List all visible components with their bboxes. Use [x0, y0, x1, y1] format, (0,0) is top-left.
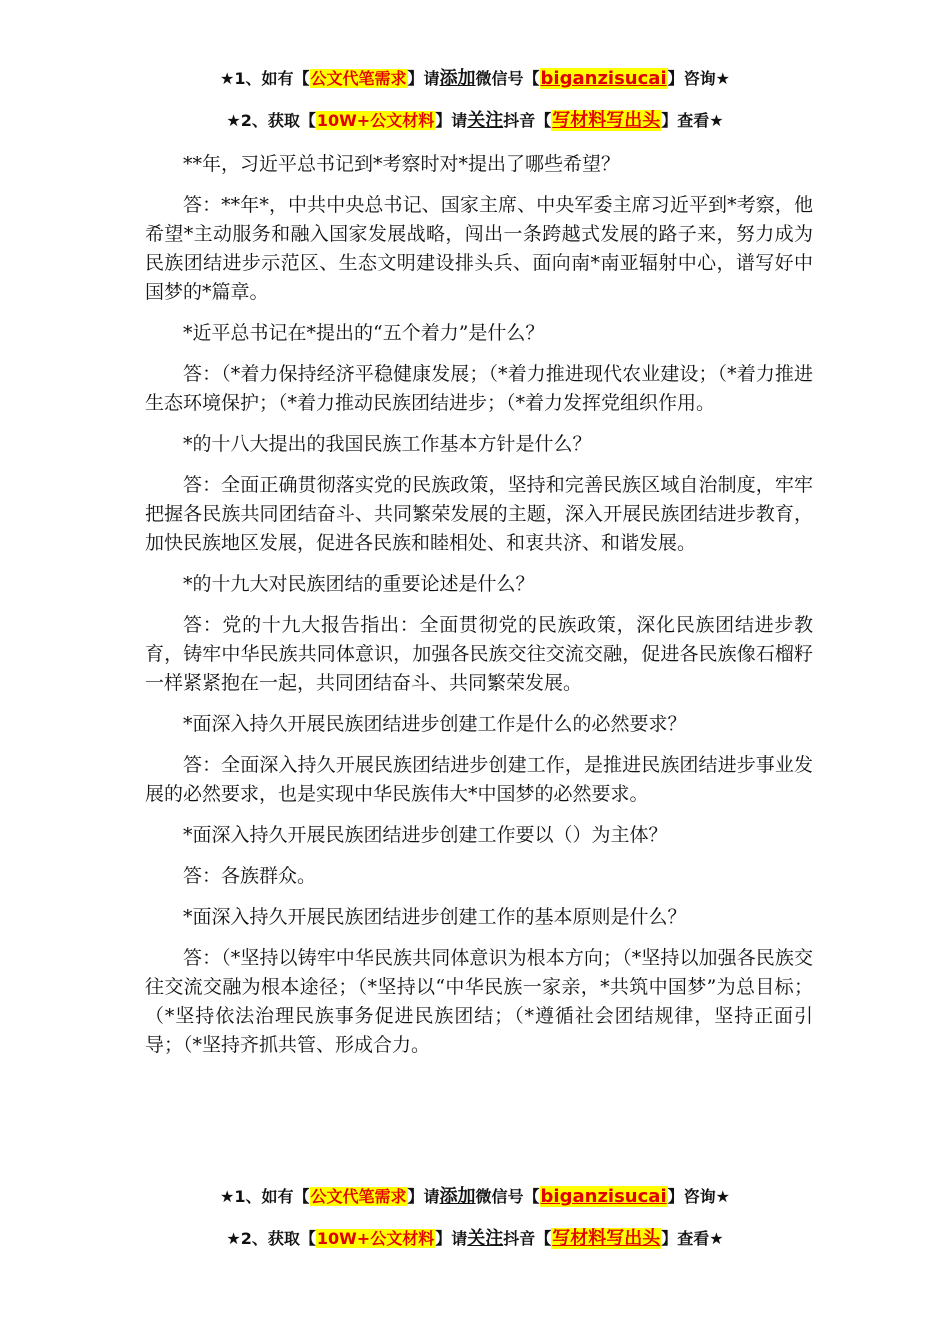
answer-3: 答：全面正确贯彻落实党的民族政策，坚持和完善民族区域自治制度，牢牢把握各民族共同团结奋斗、共同繁荣发展的主题，深入开展民族团结进步教育，加快民族地区发展，促进各民族和睦相处、和衷共济、和谐发展。 — [145, 474, 813, 554]
banner-highlight-wechat: biganzisucai — [540, 68, 667, 89]
banner-highlight: 公文代笔需求 — [310, 1187, 407, 1206]
banner-line-2-top — [0, 110, 950, 132]
banner-text: 抖音【 — [503, 111, 552, 130]
banner-text: 】请 — [407, 1187, 440, 1206]
question-2: *近平总书记在*提出的“五个着力”是什么？ — [183, 322, 545, 344]
banner-text: ★2、获取【 — [226, 111, 316, 130]
banner-text: 】请 — [435, 1229, 468, 1248]
banner-line-2-bottom — [0, 1228, 950, 1250]
banner-text: ★1、如有【 — [220, 69, 310, 88]
banner-line-1-bottom — [0, 1186, 950, 1208]
banner-line-1-top — [0, 68, 950, 90]
answer-1: 答：**年*，中共中央总书记、国家主席、中央军委主席习近平到*考察，他希望*主动服务和融入国家发展战略，闯出一条跨越式发展的路子来，努力成为民族团结进步示范区、生态文明建设排头兵、面向南*南亚辐射中心，谱写好中国梦的*篇章。 — [145, 194, 813, 303]
banner-highlight-douyin: 写材料写出头 — [552, 110, 661, 131]
banner-underlined: 关注 — [467, 110, 504, 131]
question-1: **年，习近平总书记到*考察时对*提出了哪些希望？ — [183, 153, 621, 175]
answer-7: 答：（*坚持以铸牢中华民族共同体意识为根本方向；（*坚持以加强各民族交往交流交融为根本途径；（*坚持以“中华民族一家亲，*共筑中国梦”为总目标；（*坚持依法治理民族事务促进民族团结；（*遵循社会团结规律，坚持正面引导；（*坚持齐抓共管、形成合力。 — [145, 947, 813, 1056]
banner-underlined: 添加 — [439, 1186, 476, 1207]
banner-underlined: 添加 — [439, 68, 476, 89]
banner-highlight-wechat: biganzisucai — [540, 1186, 667, 1207]
banner-text: 】请 — [407, 69, 440, 88]
answer-6: 答：各族群众。 — [183, 865, 317, 887]
banner-highlight: 10W+公文材料 — [316, 111, 435, 130]
banner-text: ★1、如有【 — [220, 1187, 310, 1206]
banner-highlight-douyin: 写材料写出头 — [552, 1228, 661, 1249]
question-4: *的十九大对民族团结的重要论述是什么？ — [183, 573, 535, 595]
document-body — [145, 150, 813, 1072]
banner-text: 微信号【 — [475, 69, 540, 88]
banner-text: 】咨询★ — [667, 1187, 730, 1206]
banner-highlight: 公文代笔需求 — [310, 69, 407, 88]
banner-text: 】查看★ — [661, 1229, 724, 1248]
answer-5: 答：全面深入持久开展民族团结进步创建工作，是推进民族团结进步事业发展的必然要求，也是实现中华民族伟大*中国梦的必然要求。 — [145, 754, 813, 805]
question-7: *面深入持久开展民族团结进步创建工作的基本原则是什么？ — [183, 906, 687, 928]
banner-highlight: 10W+公文材料 — [316, 1229, 435, 1248]
banner-text: 抖音【 — [503, 1229, 552, 1248]
banner-text: ★2、获取【 — [226, 1229, 316, 1248]
banner-text: 】查看★ — [661, 111, 724, 130]
question-6: *面深入持久开展民族团结进步创建工作要以（）为主体？ — [183, 824, 668, 846]
answer-4: 答：党的十九大报告指出：全面贯彻党的民族政策，深化民族团结进步教育，铸牢中华民族共同体意识，加强各民族交往交流交融，促进各民族像石榴籽一样紧紧抱在一起，共同团结奋斗、共同繁荣发展。 — [145, 614, 813, 694]
question-3: *的十八大提出的我国民族工作基本方针是什么？ — [183, 433, 592, 455]
banner-text: 微信号【 — [475, 1187, 540, 1206]
answer-2: 答：（*着力保持经济平稳健康发展；（*着力推进现代农业建设；（*着力推进生态环境保护；（*着力推动民族团结进步；（*着力发挥党组织作用。 — [145, 363, 813, 414]
banner-text: 】咨询★ — [667, 69, 730, 88]
banner-text: 】请 — [435, 111, 468, 130]
question-5: *面深入持久开展民族团结进步创建工作是什么的必然要求？ — [183, 713, 687, 735]
banner-underlined: 关注 — [467, 1228, 504, 1249]
